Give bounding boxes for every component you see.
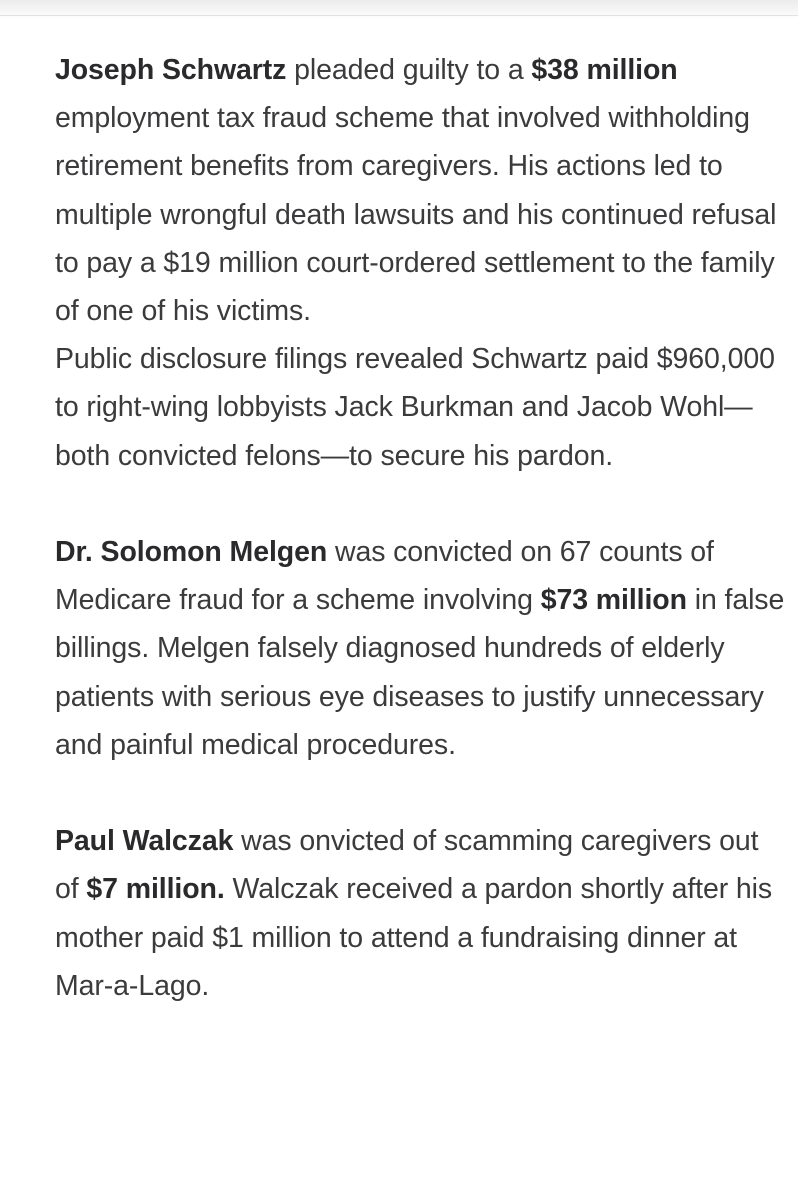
divider-line <box>0 15 798 16</box>
amount-7-million: $7 million. <box>86 873 225 906</box>
paragraph-melgen <box>55 528 785 769</box>
text-span: was onvicted of scamming caregivers out of <box>55 825 759 906</box>
article-body <box>55 46 785 1010</box>
text-span: Public disclosure filings revealed Schwartz paid $960,000 to right-wing lobbyists Jack Burkman and Jacob Wohl—both convicted felons—to secure his pardon. <box>55 343 775 472</box>
name-joseph-schwartz: Joseph Schwartz <box>55 54 287 86</box>
name-solomon-melgen: Dr. Solomon Melgen <box>55 536 328 569</box>
top-divider <box>0 0 798 20</box>
amount-38-million: $38 million <box>531 54 678 86</box>
text-span: Walczak received a pardon shortly after his mother paid $1 million to attend a fundraising dinner at Mar-a-Lago. <box>55 873 773 1002</box>
paragraph-schwartz <box>55 46 785 335</box>
text-span: employment tax fraud scheme that involved withholding retirement benefits from caregivers. His actions led to multiple wrongful death lawsuits and his continued refusal to pay a $19 million court-ordered settlement to the family of one of his victims. <box>55 102 777 328</box>
text-span: in false billings. Melgen falsely diagnosed hundreds of elderly patients with serious eye diseases to justify unnecessary and painful medical procedures. <box>55 584 785 761</box>
text-span: pleaded guilty to a <box>286 54 532 86</box>
text-span: was convicted on 67 counts of Medicare fraud for a scheme involving <box>55 536 714 617</box>
paragraph-walczak <box>55 817 785 1010</box>
amount-73-million: $73 million <box>540 584 687 617</box>
paragraph-schwartz-disclosure <box>55 335 785 480</box>
name-paul-walczak: Paul Walczak <box>55 825 234 858</box>
